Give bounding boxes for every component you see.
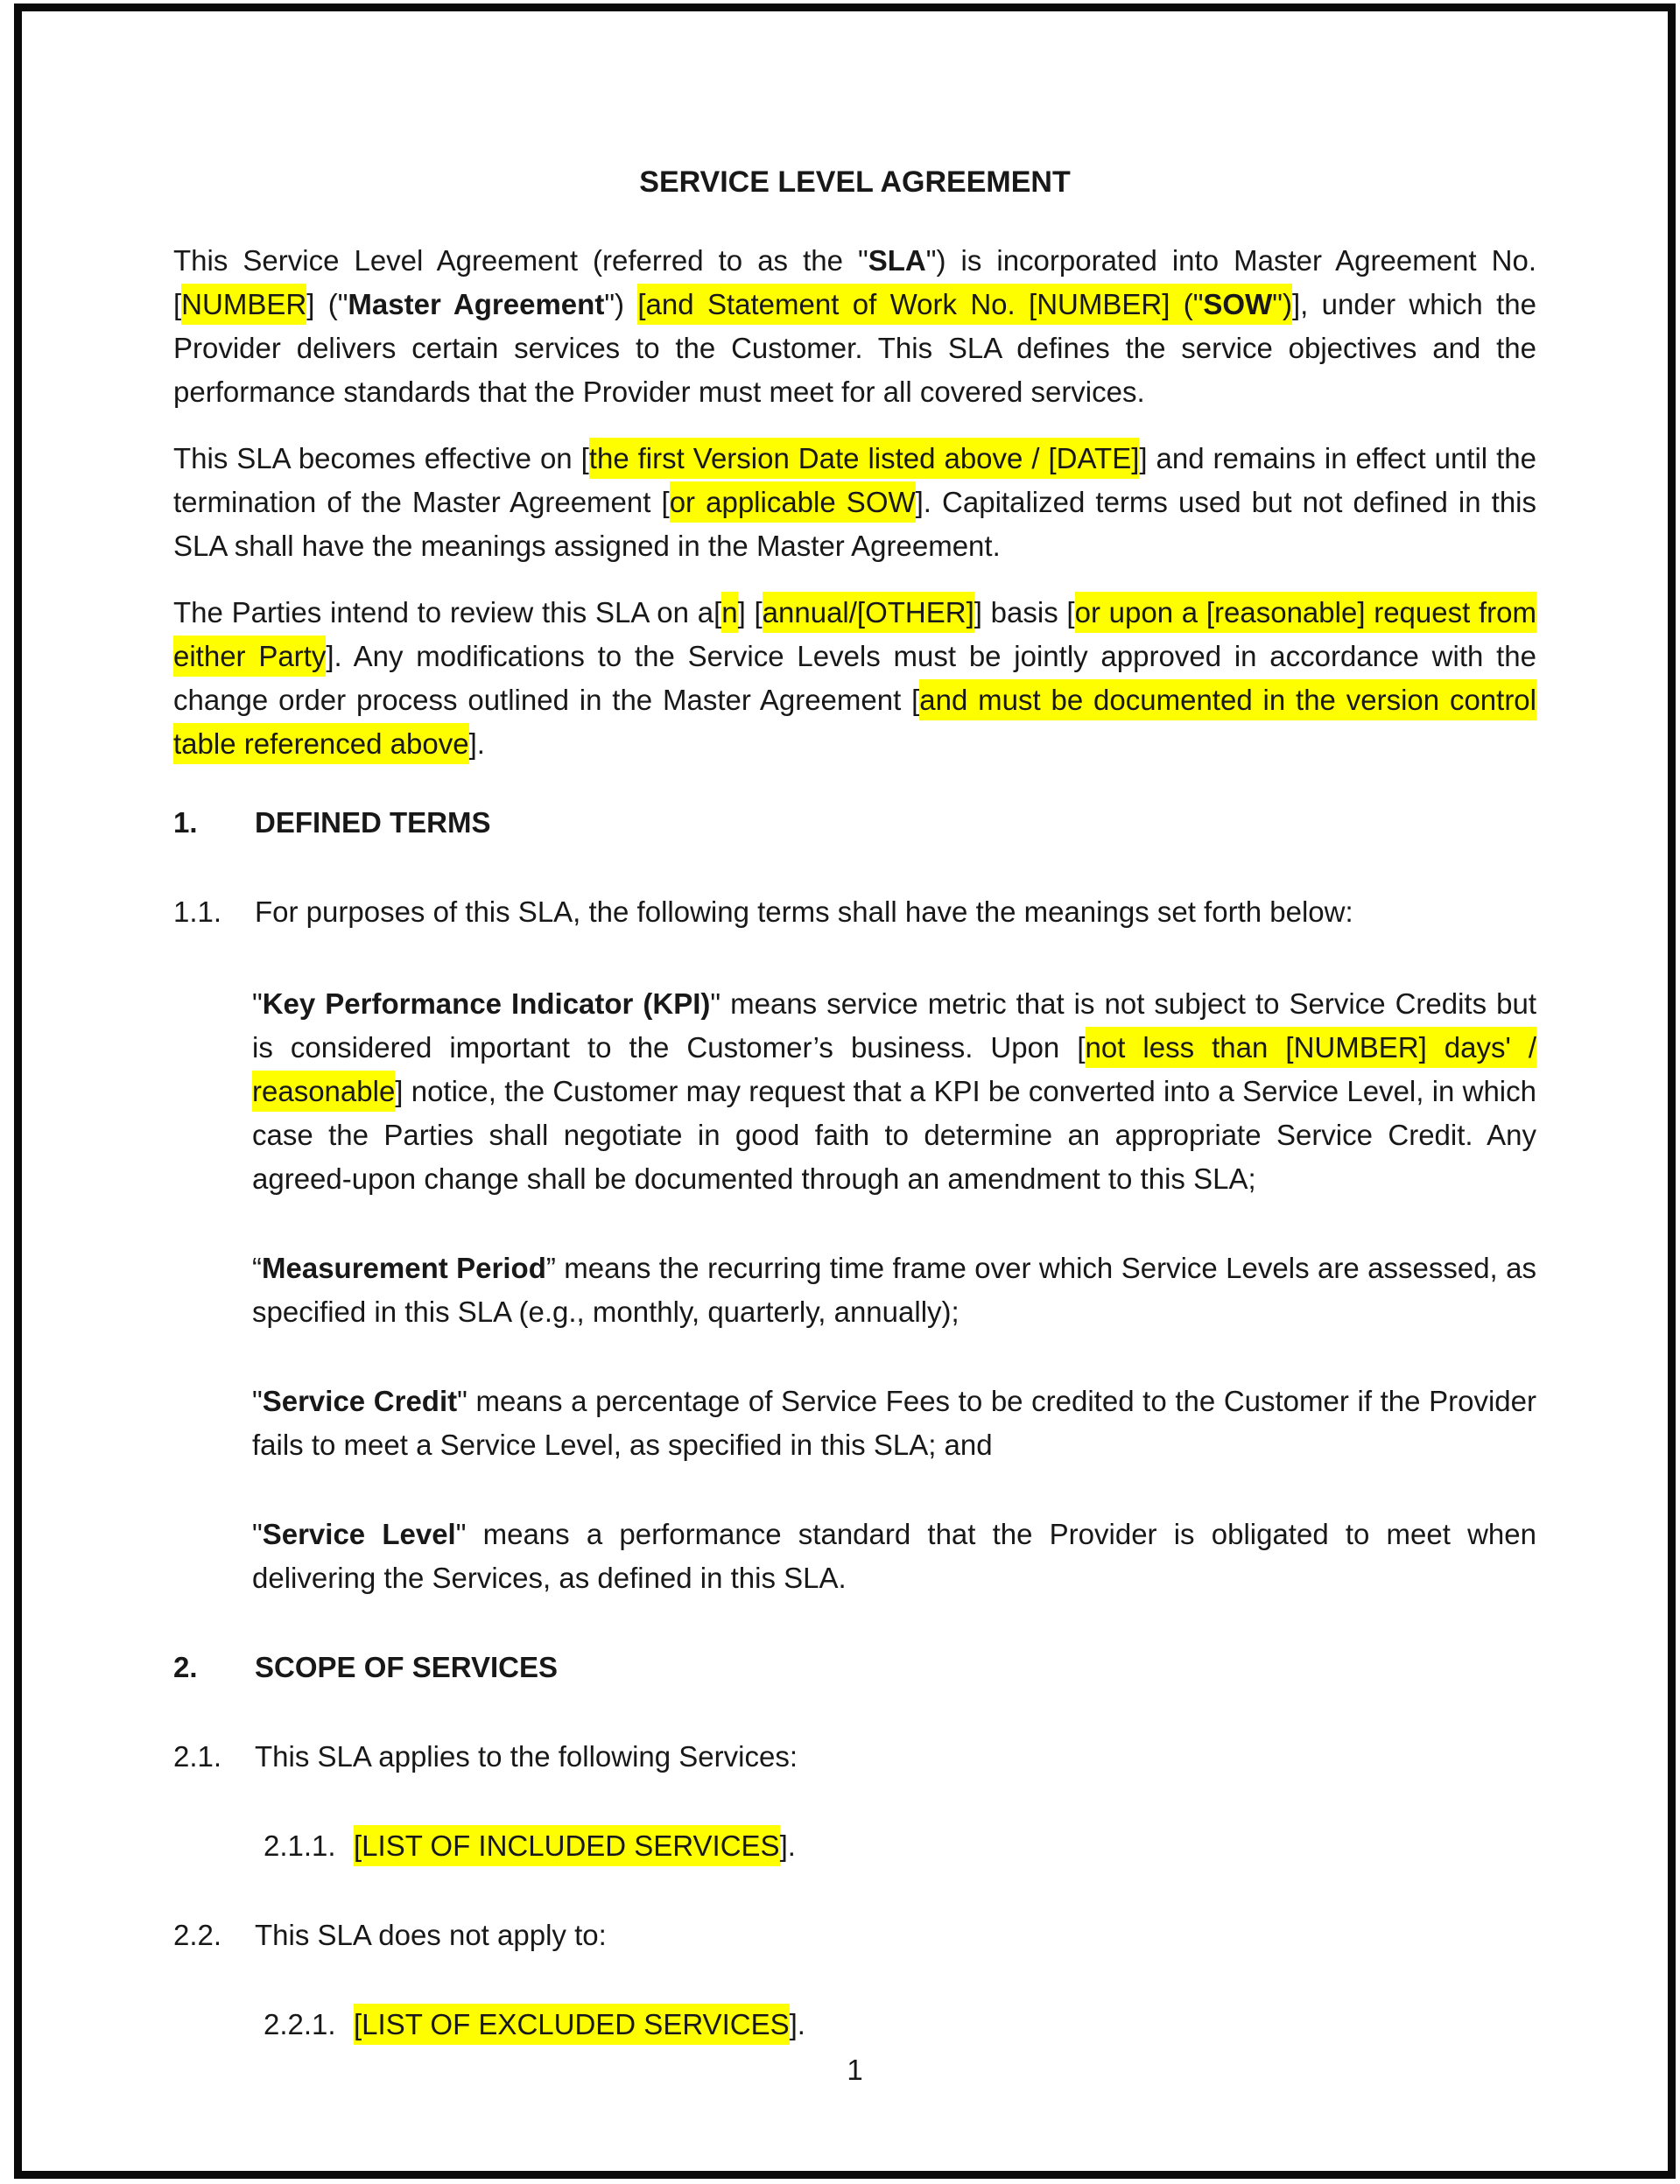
text-run: " [252, 987, 263, 1020]
definition-service-credit [252, 1380, 1536, 1467]
text-run: Service Level [262, 1518, 456, 1550]
text-run: ") is incorporated into Master Agreement No. [ [173, 244, 1536, 320]
text-run: The Parties intend to review this SLA on a[ [173, 596, 722, 629]
section-2-title: SCOPE OF SERVICES [255, 1651, 558, 1683]
highlighted-text-run: annual/[OTHER] [763, 592, 974, 633]
definition-service-level [252, 1513, 1536, 1600]
section-1-number: 1. [173, 806, 198, 839]
highlighted-text-run: n [721, 592, 737, 633]
text-run: " [252, 1385, 263, 1417]
highlighted-text-run: not less than [NUMBER] days' / reasonable [252, 1027, 1536, 1112]
clause-2-1-1-number: 2.1.1. [264, 1829, 336, 1862]
page-content [173, 160, 1536, 2047]
text-run: SLA [868, 244, 926, 277]
section-1-title: DEFINED TERMS [255, 806, 491, 839]
section-2-number: 2. [173, 1651, 198, 1683]
text-run: ]. Capitalized terms used but not defined in this SLA shall have the meanings assigned in the Master Agreement. [173, 486, 1537, 562]
clause-1-1-text: For purposes of this SLA, the following terms shall have the meanings set forth below: [255, 895, 1353, 928]
paragraph-effective-date [173, 437, 1536, 568]
text-run: ] (" [306, 288, 348, 320]
definition-measurement-period [252, 1246, 1536, 1334]
section-1-heading [173, 801, 1536, 845]
document-title: SERVICE LEVEL AGREEMENT [639, 165, 1071, 199]
text-run: This SLA becomes effective on [ [173, 442, 589, 474]
clause-2-2-1 [264, 2003, 1536, 2047]
clause-1-1-number: 1.1. [173, 895, 222, 928]
highlighted-text-run: and must be documented in the version control table referenced above [173, 679, 1536, 764]
clause-2-1 [173, 1735, 1536, 1779]
clause-2-1-number: 2.1. [173, 1740, 222, 1773]
text-run: " means service metric that is not subject to Service Credits but is considered important to the Customer’s business. Upon [ [252, 987, 1536, 1064]
text-run: ]. [779, 1829, 796, 1862]
clause-2-2-text: This SLA does not apply to: [255, 1919, 607, 1951]
text-run: ]. Any modifications to the Service Levels must be jointly approved in accordance with the change order process outlined in the Master Agreement [ [173, 640, 1536, 716]
text-run: This Service Level Agreement (referred to as the " [173, 244, 868, 277]
text-run: Master Agreement [348, 288, 605, 320]
clause-2-2-number: 2.2. [173, 1919, 222, 1951]
clause-2-1-1-text [354, 1824, 1536, 1868]
text-run: " means a percentage of Service Fees to be credited to the Customer if the Provider fails to meet a Service Level, as specified in this SLA; and [252, 1385, 1536, 1461]
page-number: 1 [847, 2054, 863, 2086]
text-run: Measurement Period [262, 1252, 546, 1284]
text-run: Service Credit [262, 1385, 458, 1417]
text-run: Key Performance Indicator (KPI) [262, 987, 711, 1020]
highlighted-text-run: or upon a [reasonable] request from either Party [173, 592, 1536, 677]
clause-1-1 [173, 890, 1536, 934]
clause-2-1-text: This SLA applies to the following Services: [255, 1740, 798, 1773]
text-run: " means a performance standard that the Provider is obligated to meet when delivering the Services, as defined in this SLA. [252, 1518, 1536, 1594]
text-run: ] and remains in effect until the termination of the Master Agreement [ [173, 442, 1536, 518]
text-run: ], under which the Provider delivers certain services to the Customer. This SLA defines the service objectives and the performance standards that the Provider must meet for all covered services. [173, 288, 1536, 408]
text-run: “ [252, 1252, 262, 1284]
clause-2-2 [173, 1914, 1536, 1957]
clause-2-2-1-number: 2.2.1. [264, 2008, 336, 2040]
highlighted-text-run: or applicable SOW [670, 481, 916, 523]
text-run: ] notice, the Customer may request that a KPI be converted into a Service Level, in which case the Parties shall negotiate in good faith to determine an appropriate Service Credit. Any agreed-upon change shall be documented through an amendment to this SLA; [252, 1075, 1536, 1195]
paragraph-review [173, 591, 1536, 766]
text-run: ” means the recurring time frame over which Service Levels are assessed, as specified in this SLA (e.g., monthly, quarterly, annually); [252, 1252, 1536, 1328]
text-run: ]. [468, 727, 485, 760]
text-run: ] basis [ [974, 596, 1075, 629]
definition-kpi [252, 982, 1536, 1201]
highlighted-text-run: SOW [1203, 284, 1272, 325]
highlighted-text-run: [LIST OF EXCLUDED SERVICES [354, 2004, 790, 2045]
highlighted-text-run: the first Version Date listed above / [DATE] [589, 438, 1140, 479]
paragraph-incorporation [173, 239, 1536, 414]
highlighted-text-run: [and Statement of Work No. [NUMBER] (" [637, 284, 1203, 325]
text-run: ") [604, 288, 638, 320]
highlighted-text-run: NUMBER [181, 284, 306, 325]
text-run: " [252, 1518, 263, 1550]
highlighted-text-run: ") [1272, 284, 1292, 325]
clause-2-1-1 [264, 1824, 1536, 1868]
section-2-heading [173, 1646, 1536, 1689]
text-run: ] [ [737, 596, 763, 629]
clause-2-2-1-text [354, 2003, 1536, 2047]
text-run: ]. [789, 2008, 805, 2040]
highlighted-text-run: [LIST OF INCLUDED SERVICES [354, 1825, 780, 1866]
